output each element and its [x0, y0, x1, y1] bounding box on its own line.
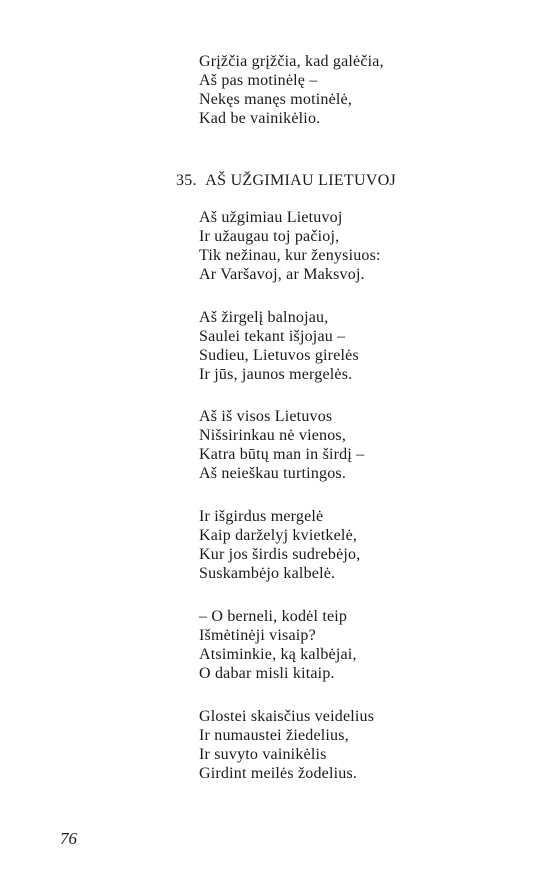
verse-line: Aš neieškau turtingos.	[199, 465, 347, 482]
verse-line: Atsiminkie, ką kalbėjai,	[199, 646, 357, 663]
verse-line: Ir jūs, jaunos mergelės.	[199, 366, 353, 383]
verse-line: Aš žirgelį balnojau,	[199, 309, 329, 326]
verse-line: Nišsirinkau nė vienos,	[199, 427, 347, 444]
verse-line: Ir numaustei žiedelius,	[199, 727, 349, 744]
verse-line: Aš pas motinėlę –	[199, 72, 318, 89]
verse-line: – O berneli, kodėl teip	[199, 608, 348, 625]
page-number: 76	[60, 829, 77, 848]
verse-line: Ar Varšavoj, ar Maksvoj.	[199, 266, 365, 283]
song-number: 35.	[176, 172, 197, 189]
verse-line: Aš iš visos Lietuvos	[199, 408, 333, 425]
verse-line: O dabar misli kitaip.	[199, 665, 335, 682]
verse-line: Katra būtų man in širdį –	[199, 446, 365, 463]
verse-line: Saulei tekant išjojau –	[199, 328, 346, 345]
verse-line: Tik nežinau, kur ženysiuos:	[199, 247, 381, 264]
verse-line: Suskambėjo kalbelė.	[199, 565, 336, 582]
song-title: AŠ UŽGIMIAU LIETUVOJ	[205, 172, 397, 189]
verse-line: Glostei skaisčius veidelius	[199, 708, 375, 725]
verse-line: Kur jos širdis sudrebėjo,	[199, 546, 361, 563]
verse-line: Ir išgirdus mergelė	[199, 508, 324, 525]
verse-line: Kad be vainikėlio.	[199, 110, 321, 127]
song-heading	[176, 171, 396, 190]
verse-line: Sudieu, Lietuvos girelės	[199, 347, 359, 364]
verse-line: Grįžčia grįžčia, kad galėčia,	[199, 53, 384, 70]
verse-line: Nekęs manęs motinėlė,	[199, 91, 353, 108]
verse-line: Girdint meilės žodelius.	[199, 765, 358, 782]
verse-line: Aš užgimiau Lietuvoj	[199, 209, 343, 226]
verse-line: Išmėtinėji visaip?	[199, 627, 316, 644]
verse-line: Kaip darželyj kvietkelė,	[199, 527, 358, 544]
verse-line: Ir užaugau toj pačioj,	[199, 228, 340, 245]
verse-line: Ir suvyto vainikėlis	[199, 746, 327, 763]
